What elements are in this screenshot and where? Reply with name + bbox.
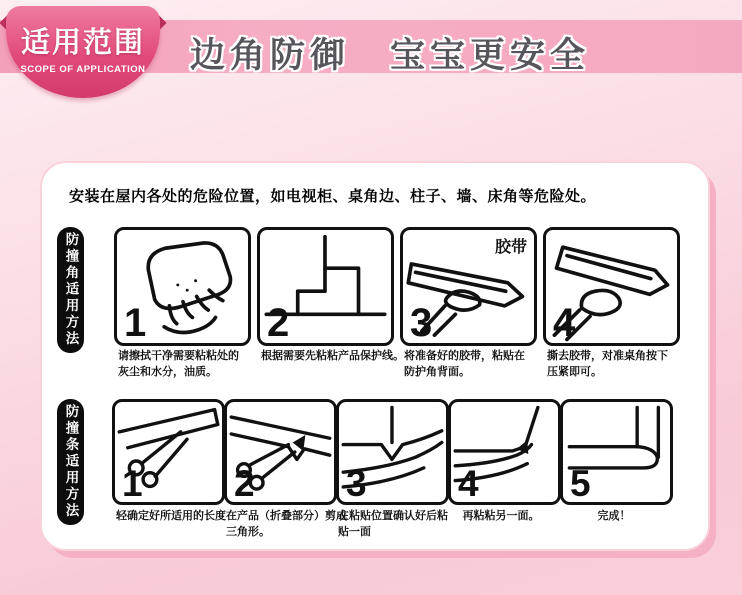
step-number: 1: [122, 463, 143, 504]
step-caption: 在产品（折叠部分）剪成三角形。: [226, 510, 347, 538]
banner-title: 边角防御 宝宝更安全: [189, 36, 590, 75]
step-number: 4: [458, 463, 479, 504]
step-box-strip-4: [448, 399, 561, 505]
instructions-panel: [40, 161, 710, 551]
step-box-strip-3: [336, 399, 449, 505]
step-number: 2: [267, 301, 290, 345]
step-caption: 撕去胶带，对准桌角按下压紧即可。: [547, 350, 668, 378]
step-number: 1: [124, 301, 147, 345]
step-caption: 再粘粘另一面。: [462, 510, 540, 522]
section-label-corner-guard: 防撞角适用方法: [57, 227, 84, 353]
step-number: 2: [234, 463, 255, 504]
step-box-corner-2: [257, 227, 394, 346]
intro-text: 安装在屋内各处的危险位置，如电视柜、桌角边、柱子、墙、床角等危险处。: [69, 188, 597, 205]
step-number: 3: [410, 301, 433, 345]
step-box-corner-4: [543, 227, 680, 346]
scope-badge-subtitle: SCOPE OF APPLICATION: [20, 64, 146, 75]
step-box-strip-1: [112, 399, 225, 505]
step-box-strip-5: [560, 399, 673, 505]
step-number: 5: [570, 463, 591, 504]
step-number: 3: [346, 463, 367, 504]
step-caption: 轻确定好所适用的长度: [116, 510, 226, 522]
step-caption: 在粘贴位置确认好后粘贴一面: [338, 510, 448, 538]
scope-badge: [6, 6, 160, 98]
step-caption: 根据需要先粘粘产品保护线。: [261, 350, 404, 362]
step-caption: 将准备好的胶带，粘贴在防护角背面。: [404, 350, 525, 378]
step-box-corner-3: [400, 227, 537, 346]
tape-label: 胶带: [494, 239, 527, 256]
step-caption: 请擦拭干净需要粘粘处的灰尘和水分，油质。: [118, 350, 239, 378]
step-box-corner-1: [114, 227, 251, 346]
scope-badge-title: 适用范围: [20, 27, 145, 59]
step-box-strip-2: [224, 399, 337, 505]
step-number: 4: [553, 301, 576, 345]
step-caption: 完成！: [597, 510, 631, 522]
section-label-edge-strip: 防撞条适用方法: [57, 399, 84, 525]
